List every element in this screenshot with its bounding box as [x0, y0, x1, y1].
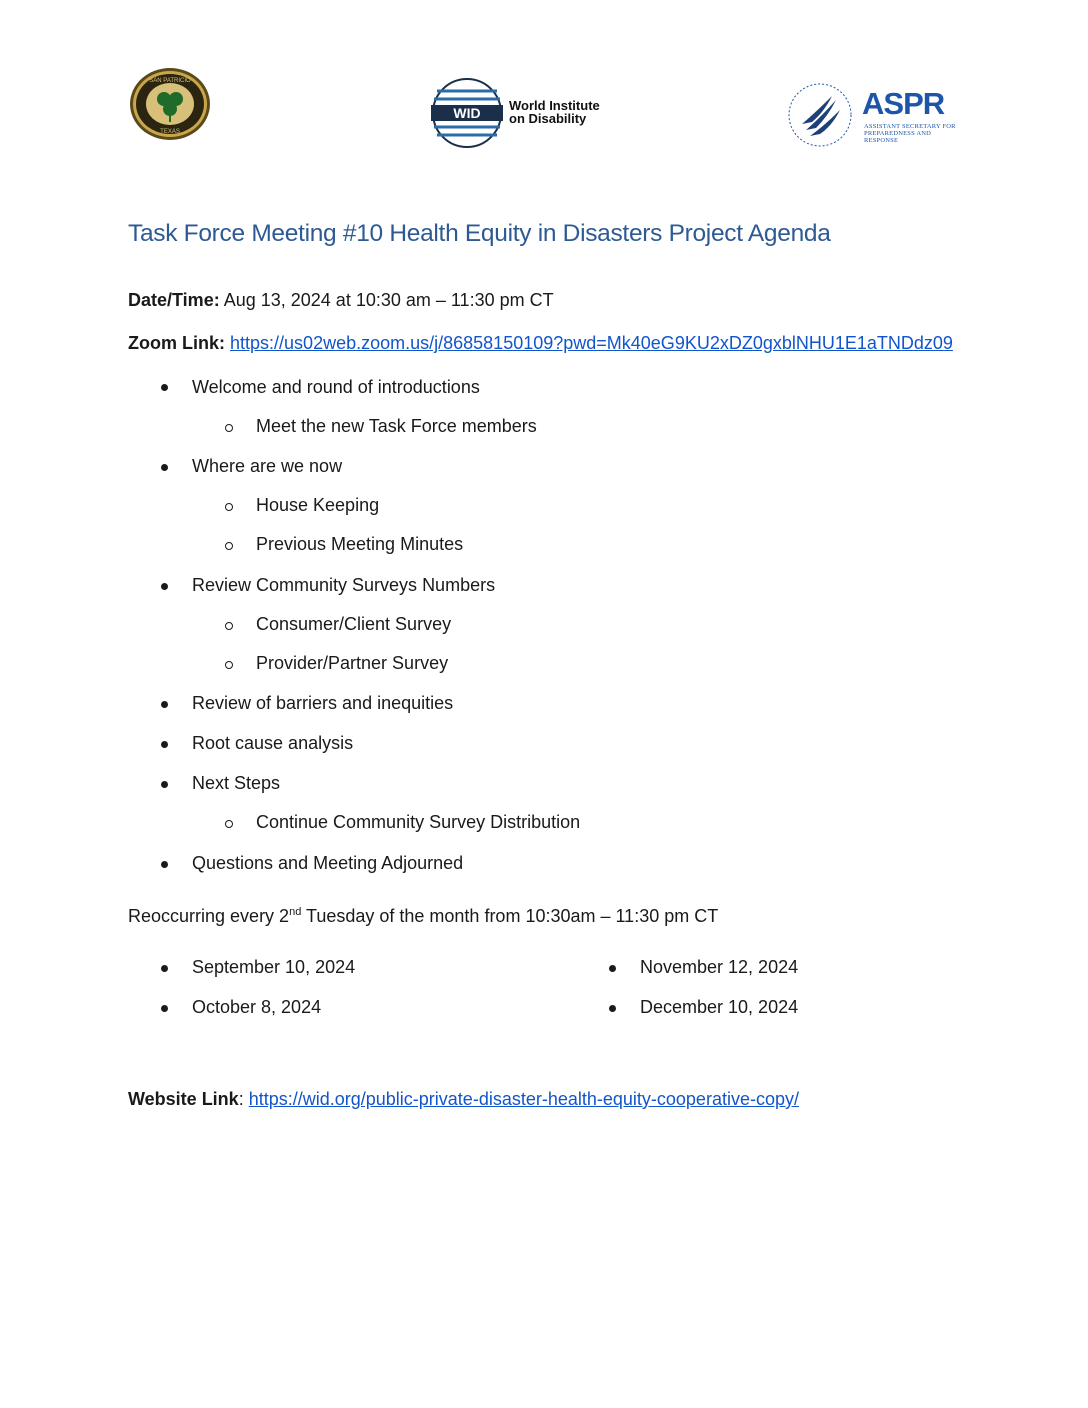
bullet-icon	[161, 701, 168, 708]
website-link[interactable]: https://wid.org/public-private-disaster-health-equity-cooperative-copy/	[248, 1089, 799, 1109]
aspr-wordmark: ASPR	[862, 86, 945, 121]
agenda-item: Welcome and round of introductions	[192, 377, 480, 397]
agenda-item: Where are we now	[192, 456, 343, 476]
zoom-link[interactable]: https://us02web.zoom.us/j/86858150109?pwd=Mk40eG9KU2xDZ0gxblNHU1E1aTNDdz09	[230, 333, 953, 353]
datetime-line	[128, 290, 554, 311]
agenda-subitem: Consumer/Client Survey	[256, 614, 452, 634]
aspr-subtitle: ASSISTANT SECRETARY FOR PREPAREDNESS AND RESPONSE	[864, 123, 956, 144]
agenda-item: Questions and Meeting Adjourned	[192, 853, 464, 873]
zoom-line	[128, 333, 953, 354]
agenda-subitem: Continue Community Survey Distribution	[256, 812, 581, 832]
bullet-icon	[609, 1005, 616, 1012]
website-line	[128, 1089, 799, 1110]
circle-bullet-icon	[225, 622, 233, 630]
wid-name-line2: on Disability	[509, 111, 587, 126]
svg-text:SAN PATRICIO: SAN PATRICIO	[149, 78, 191, 84]
agenda-item: Review Community Surveys Numbers	[192, 575, 496, 595]
agenda-subitem: Previous Meeting Minutes	[256, 534, 464, 554]
bullet-icon	[161, 1005, 168, 1012]
circle-bullet-icon	[225, 542, 233, 550]
date-item: September 10, 2024	[192, 957, 356, 977]
agenda-item: Next Steps	[192, 773, 281, 793]
zoom-label: Zoom Link:	[128, 333, 225, 353]
website-label: Website Link	[128, 1089, 239, 1109]
circle-bullet-icon	[225, 820, 233, 828]
san-patricio-county-seal-logo	[128, 66, 212, 142]
circle-bullet-icon	[225, 661, 233, 669]
agenda-item: Review of barriers and inequities	[192, 693, 454, 713]
bullet-icon	[609, 965, 616, 972]
agenda-subitem: Provider/Partner Survey	[256, 653, 449, 673]
agenda-subitem: Meet the new Task Force members	[256, 416, 537, 436]
datetime-value: Aug 13, 2024 at 10:30 am – 11:30 pm CT	[219, 290, 554, 310]
datetime-label: Date/Time:	[128, 290, 220, 310]
bullet-icon	[161, 965, 168, 972]
agenda-item: Root cause analysis	[192, 733, 354, 753]
svg-text:WID: WID	[453, 105, 481, 121]
agenda-subitem: House Keeping	[256, 495, 380, 515]
website-separator: :	[238, 1089, 249, 1109]
wid-logo	[431, 77, 631, 149]
circle-bullet-icon	[225, 503, 233, 511]
recurring-post: Tuesday of the month from 10:30am – 11:30 pm CT	[301, 906, 719, 926]
circle-bullet-icon	[225, 424, 233, 432]
date-item: November 12, 2024	[640, 957, 799, 977]
page-title: Task Force Meeting #10 Health Equity in Disasters Project Agenda	[128, 220, 831, 247]
bullet-icon	[161, 741, 168, 748]
wid-name-line1: World Institute	[509, 98, 600, 113]
recurring-sup: nd	[289, 906, 302, 918]
recurring-pre: Reoccurring every 2	[128, 906, 290, 926]
date-item: December 10, 2024	[640, 997, 799, 1017]
bullet-icon	[161, 384, 168, 391]
bullet-icon	[161, 464, 168, 471]
svg-text:TEXAS: TEXAS	[160, 129, 180, 135]
aspr-logo	[786, 82, 956, 148]
bullet-icon	[161, 781, 168, 788]
bullet-icon	[161, 583, 168, 590]
date-item: October 8, 2024	[192, 997, 322, 1017]
bullet-icon	[161, 861, 168, 868]
recurring-line	[128, 906, 718, 927]
